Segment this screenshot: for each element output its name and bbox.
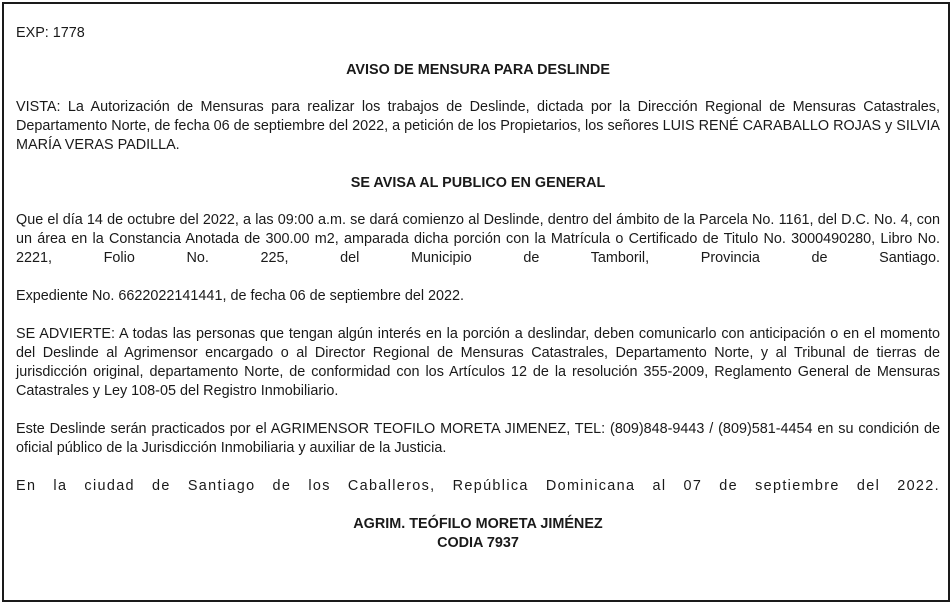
expediente-header: EXP: 1778 [16,25,85,41]
practicante-paragraph: Este Deslinde serán practicados por el AGRIMENSOR TEOFILO MORETA JIMENEZ, TEL: (809)848-9443 / (809)581-4454 en su condición de oficial público de la Jurisdicción Inmobiliaria y auxiliar de la Justicia. [16,421,940,456]
expediente-paragraph: Expediente No. 6622022141441, de fecha 06 de septiembre del 2022. [16,288,465,304]
notice-body [16,24,940,553]
signature-codia: CODIA 7937 [437,535,519,551]
notice-title: AVISO DE MENSURA PARA DESLINDE [346,62,610,78]
details-paragraph: Que el día 14 de octubre del 2022, a las 09:00 a.m. se dará comienzo al Deslinde, dentro del ámbito de la Parcela No. 1161, del D.C. No. 4, con un área en la Constancia Anotada de 300.00 m2, amparada dicha porción con la Matrícula o Certificado de Titulo No. 3000490280, Libro No. 2221, Folio No. 225, del Municipio de Tamboril, Provincia de Santiago. [16,212,940,266]
legal-notice [2,2,950,602]
place-date-line: En la ciudad de Santiago de los Caballeros, República Dominicana al 07 de septiembre del 2022. [16,478,940,494]
notice-subtitle: SE AVISA AL PUBLICO EN GENERAL [350,175,606,191]
vista-paragraph: VISTA: La Autorización de Mensuras para realizar los trabajos de Deslinde, dictada por la Dirección Regional de Mensuras Catastrales, Departamento Norte, de fecha 06 de septiembre del 2022, a petición de los Propietarios, los señores LUIS RENÉ CARABALLO ROJAS y SILVIA MARÍA VERAS PADILLA. [16,99,940,153]
signature-name: AGRIM. TEÓFILO MORETA JIMÉNEZ [353,516,603,532]
advertencia-paragraph: SE ADVIERTE: A todas las personas que tengan algún interés en la porción a deslindar, deben comunicarlo con anticipación o en el momento del Deslinde al Agrimensor encargado o al Director Regional de Mensuras Catastrales, Departamento Norte, y al Tribunal de tierras de jurisdicción original, departamento Norte, de conformidad con los Artículos 12 de la resolución 355-2009, Reglamento General de Mensuras Catastrales y Ley 108-05 del Registro Inmobiliario. [16,326,940,399]
